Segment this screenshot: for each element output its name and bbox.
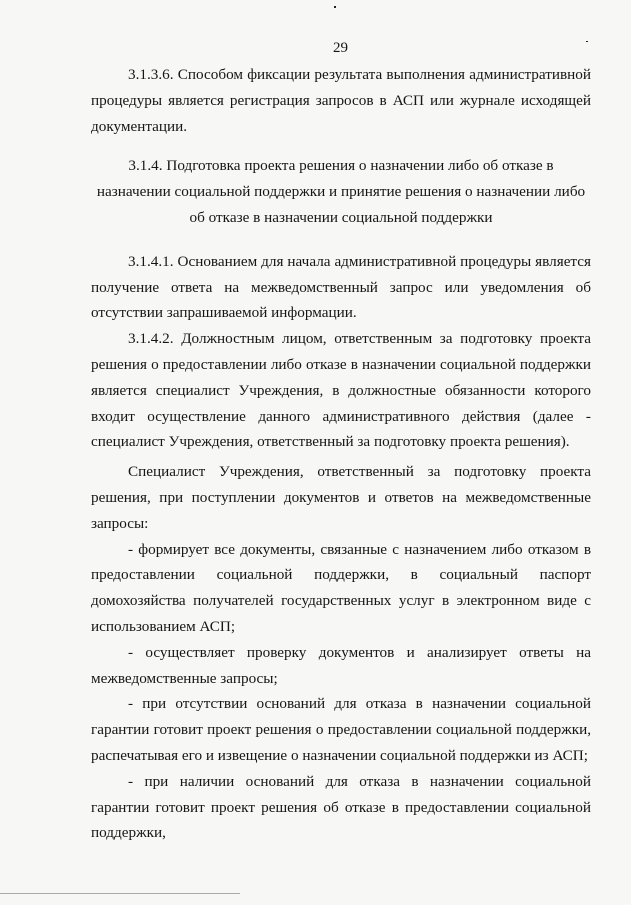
- page-number: 29: [333, 40, 348, 56]
- list-item-no-grounds-for-refusal: - при отсутствии оснований для отказа в назначении социальной гарантии готовит проект решения о предоставлении социальной поддержки, распечатывая его и извещение о назначении социальной поддержки из АСП;: [91, 695, 591, 764]
- scan-mark: [334, 6, 336, 8]
- list-item-checks-documents: - осуществляет проверку документов и анализирует ответы на межведомственные запросы;: [91, 643, 591, 687]
- paragraph-3-1-3-6: 3.1.3.6. Способом фиксации результата выполнения административной процедуры является регистрация запросов в АСП или журнале исходящей документации.: [91, 66, 591, 135]
- paragraph-3-1-4-1: 3.1.4.1. Основанием для начала административной процедуры является получение ответа на межведомственный запрос или уведомления об отсутствии запрашиваемой информации.: [91, 252, 591, 322]
- list-item-forms-documents: - формирует все документы, связанные с назначением либо отказом в предоставлении социальной поддержки, в социальный паспорт домохозяйства получателей государственных услуг в электронном виде с использованием АСП;: [91, 540, 591, 635]
- document-body: [91, 62, 591, 846]
- scan-edge-line: [0, 893, 240, 894]
- section-heading-3-1-4: 3.1.4. Подготовка проекта решения о назначении либо об отказе в назначении социальной поддержки и принятие решения о назначении либо об отказе в назначении социальной поддержки: [96, 157, 586, 226]
- paragraph-3-1-4-2: 3.1.4.2. Должностным лицом, ответственным за подготовку проекта решения о предоставлении либо отказе в назначении социальной поддержки является специалист Учреждения, в должностные обязанности которого входит осуществление данного административного действия (далее - специалист Учреждения, ответственный за подготовку проекта решения).: [91, 330, 591, 451]
- list-item-grounds-for-refusal: - при наличии оснований для отказа в назначении социальной гарантии готовит проект решения об отказе в предоставлении социальной поддержки,: [91, 772, 591, 842]
- paragraph-specialist: Специалист Учреждения, ответственный за подготовку проекта решения, при поступлении документов и ответов на межведомственные запросы:: [91, 463, 591, 532]
- scan-mark: [586, 41, 588, 42]
